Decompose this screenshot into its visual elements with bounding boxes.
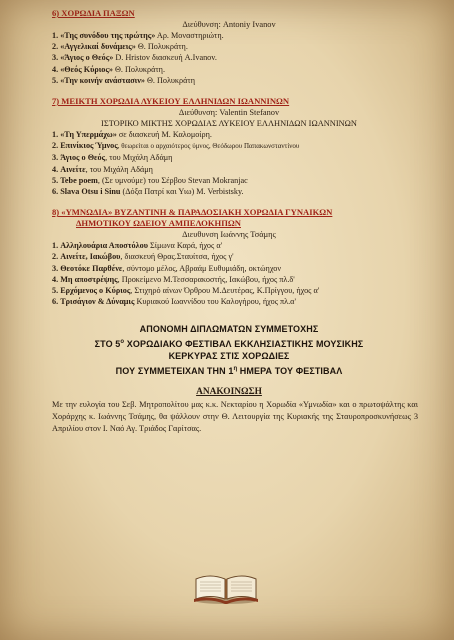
section-6-director: Διεύθυνση: Antoniy Ivanov — [182, 20, 276, 29]
list-item: 1. «Της συνόδου της πρώτης» Αρ. Μοναστηριώτη. — [52, 31, 224, 40]
list-item: 3. «Άγιος ο Θεός» D. Hristov διασκευή A.Ivanov. — [52, 53, 217, 63]
list-item: 2. Αινείτε, Ιακώβου, διασκευή Θρας.Σταυίτσα, ήχος γ' — [52, 252, 234, 262]
section-7-subtitle: ΙΣΤΟΡΙΚΟ ΜΙΚΤΗΣ ΧΟΡΩΔΙΑΣ ΛΥΚΕΙΟΥ ΕΛΛΗΝΙΔΩΝ ΙΩΑΝΝΙΝΩΝ — [101, 119, 357, 129]
open-book-icon — [192, 571, 260, 610]
list-item: 2. Επινίκιος Ύμνος, θεωρείται ο αρχαιότερος ύμνος, Θεόδωρου Παπακωνσταντίνου — [52, 141, 300, 151]
section-8-title — [52, 207, 442, 229]
section-8-list — [52, 240, 442, 307]
award-line-2: ΣΤΟ $5^o$ ΧΟΡΩΔΙΑΚΟ ΦΕΣΤΙΒΑΛ ΕΚΚΛΗΣΙΑΣΤΙΚΗΣ ΜΟΥΣΙΚΗΣ — [94, 338, 364, 349]
section-8-title-line1: 8) «ΥΜΝΩΔΙΑ» ΒΥΖΑΝΤΙΝΗ & ΠΑΡΑΔΟΣΙΑΚΗ ΧΟΡΩΔΙΑ ΓΥΝΑΙΚΩΝ — [52, 207, 333, 218]
section-8-title-line2: ΔΗΜΟΤΙΚΟΥ ΩΔΕΙΟΥ ΑΜΠΕΛΟΚΗΠΩΝ — [76, 218, 241, 229]
list-item: 3. Θεοτόκε Παρθένε, σύντομο μέλος, Αβραάμ Ευθυμιάδη, οκτώηχον — [52, 263, 282, 273]
list-item: 4. «Θεός Κύριος» Θ. Πολυκράτη. — [52, 64, 165, 74]
list-item: 5. Ερχόμενος ο Κύριος, Στιχηρό αίνων Όρθρου Μ.Δευτέρας, Κ.Πρίγγου, ήχος α' — [52, 286, 320, 296]
award-line-4: ΠΟΥ ΣΥΜΜΕΤΕΙΧΑΝ ΤΗΝ $1^\eta$ ΗΜΕΡΑ ΤΟΥ ΦΕΣΤΙΒΑΛ — [115, 365, 343, 376]
list-item: 1. Αλληλουάρια Αποστόλου Σίμωνα Καρά, ήχος α' — [52, 241, 223, 251]
section-7-list — [52, 129, 442, 197]
list-item: 3. Άγιος ο Θεός, του Μιχάλη Αδάμη — [52, 153, 173, 163]
list-item: 5. Tebe poem, (Σε υμνούμε) του Σέρβου Stevan Mokranjac — [52, 175, 248, 185]
list-item: 1. «Τη Υπερμάχω» σε διασκευή Μ. Καλομοίρη. — [52, 130, 212, 140]
announcement-body: Με την ευλογία του Σεβ. Μητροπολίτου μας κ.κ. Νεκταρίου η Χορωδία «Υμνωδία» και ο πρωτοψάλτης και Χοράρχης κ. Ιωάννης Τσάμης, θα ψάλλουν στην Θ. Λειτουργία της Κυριακής της Σταυροπροσκυνήσεως 3 Απριλίου στον Ι. Ναό Αγ. Τριάδος Γαρίτσας. — [52, 400, 418, 433]
list-item: 6. Slava Otsu i Sinu (Δόξα Πατρί και Υιω) M. Verbistsky. — [52, 187, 244, 197]
list-item: 5. «Την κοινήν ανάστασιν» Θ. Πολυκράτη — [52, 75, 195, 85]
section-6-title: 6) ΧΟΡΩΔΙΑ ΠΑΞΩΝ — [52, 8, 135, 18]
section-7-director: Διεύθυνση: Valentin Stefanov — [178, 108, 280, 118]
section-7-title: 7) ΜΕΙΚΤΗ ΧΟΡΩΔΙΑ ΛΥΚΕΙΟΥ ΕΛΛΗΝΙΔΩΝ ΙΩΑΝΝΙΝΩΝ — [52, 96, 290, 107]
list-item: 6. Τρισάγιον & Δύναμις Κυριακού Ιωαννίδου του Καλογήρου, ήχος πλ.α' — [52, 297, 296, 307]
list-item: 4. Αινείτε, του Μιχάλη Αδάμη — [52, 164, 153, 174]
award-line-1: ΑΠΟΝΟΜΗ ΔΙΠΛΩΜΑΤΩΝ ΣΥΜΜΕΤΟΧΗΣ — [139, 324, 319, 335]
award-line-3: ΚΕΡΚΥΡΑΣ ΣΤΙΣ ΧΟΡΩΔΙΕΣ — [168, 351, 290, 362]
announcement-title: ΑΝΑΚΟΙΝΩΣΗ — [196, 387, 262, 398]
section-6-list — [52, 30, 442, 86]
list-item: 2. «Αγγελικαί δυνάμεις» Θ. Πολυκράτη. — [52, 42, 188, 52]
list-item: 4. Μη αποστρέψης, Προκείμενο Μ.Τεσσαρακοστής, Ιακώβου, ήχος πλ.δ' — [52, 274, 295, 284]
section-8-director: Διευθυνση Ιωάννης Τσάμης — [182, 230, 276, 240]
